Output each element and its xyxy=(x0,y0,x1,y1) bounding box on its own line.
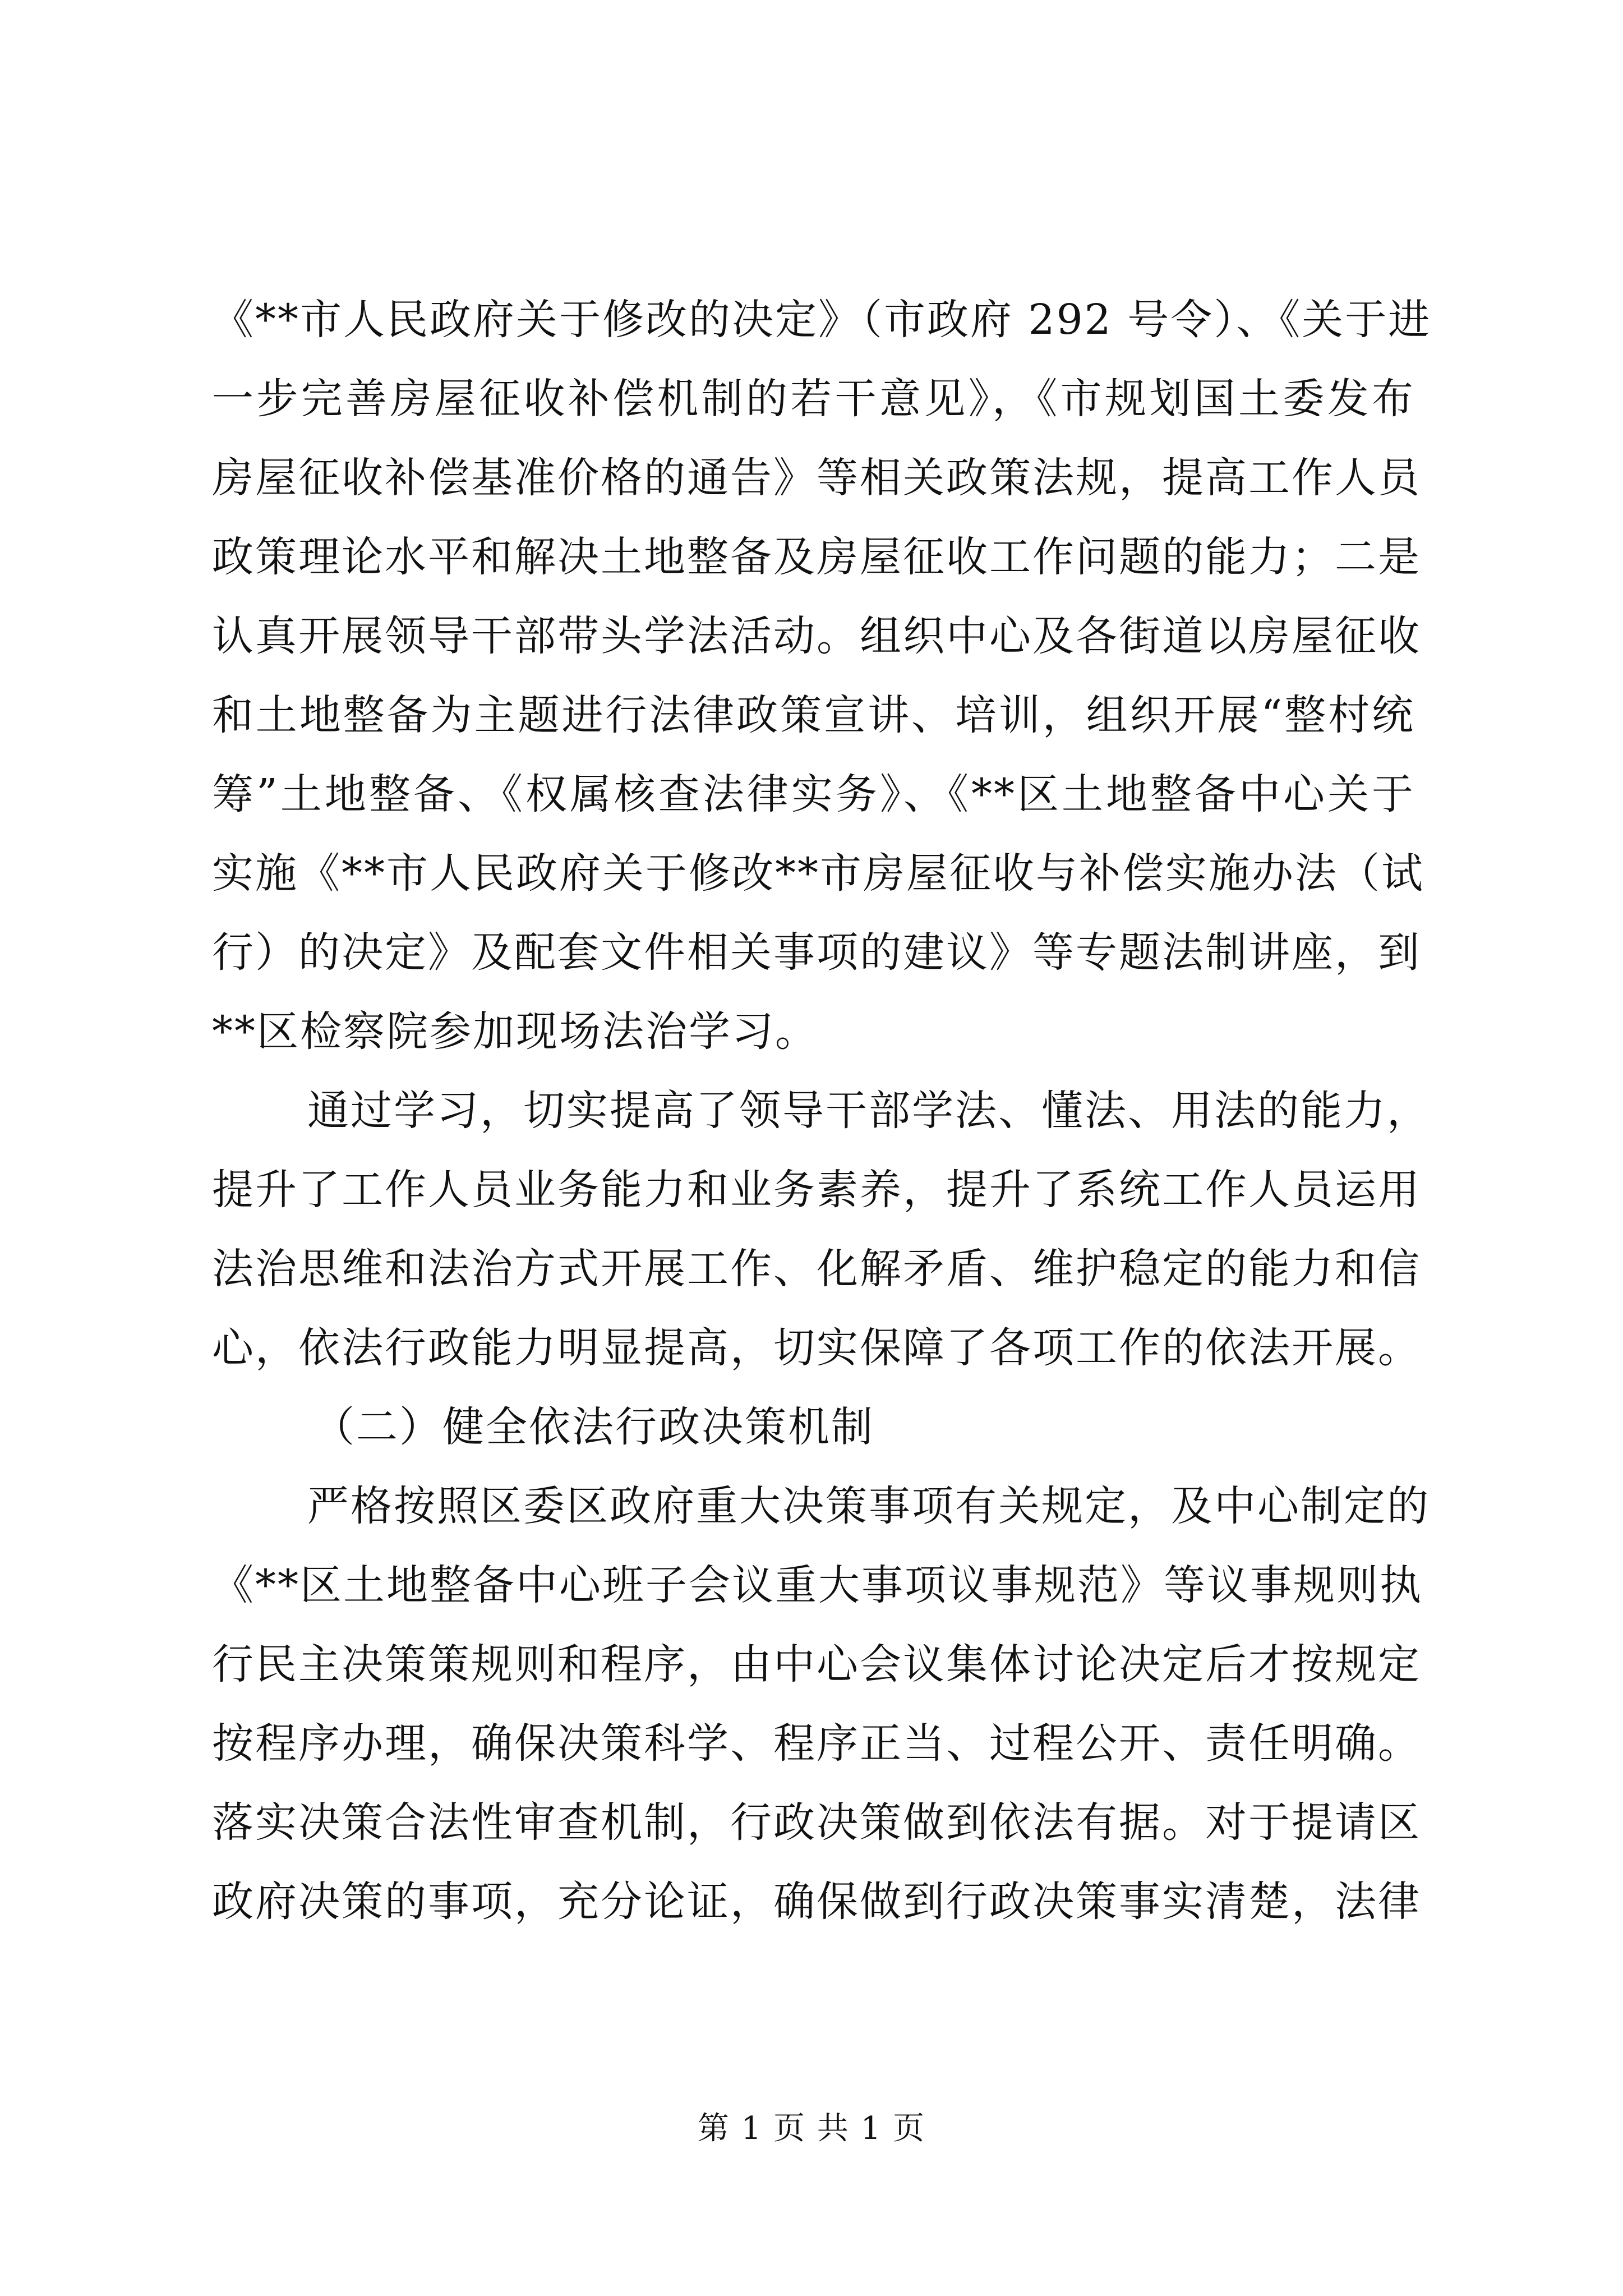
section-heading: （二）健全依法行政决策机制 xyxy=(313,1403,874,1451)
text-line: 心，依法行政能力明显提高，切实保障了各项工作的依法开展。 xyxy=(212,1324,1421,1372)
text-line: 筹”土地整备、《权属核查法律实务》、《**区土地整备中心关于 xyxy=(212,770,1415,818)
page-number-footer: 第 1 页 共 1 页 xyxy=(697,2110,926,2147)
document-body xyxy=(212,280,1432,1941)
text-line: 政府决策的事项，充分论证，确保做到行政决策事实清楚，法律 xyxy=(212,1878,1421,1926)
text-line: 按程序办理，确保决策科学、程序正当、过程公开、责任明确。 xyxy=(212,1719,1421,1768)
paragraph-first-line: 通过学习，切实提高了领导干部学法、懂法、用法的能力， xyxy=(307,1087,1430,1135)
text-line: 认真开展领导干部带头学法活动。组织中心及各街道以房屋征收 xyxy=(212,612,1421,660)
text-line: 提升了工作人员业务能力和业务素养，提升了系统工作人员运用 xyxy=(212,1166,1421,1214)
text-line: 《**市人民政府关于修改的决定》（市政府 292 号令）、《关于进 xyxy=(212,296,1432,344)
text-line: 房屋征收补偿基准价格的通告》等相关政策法规，提高工作人员 xyxy=(212,454,1421,502)
text-line: 一步完善房屋征收补偿机制的若干意见》，《市规划国土委发布 xyxy=(212,375,1415,423)
text-line: 和土地整备为主题进行法律政策宣讲、培训，组织开展“整村统 xyxy=(212,691,1415,739)
text-line: **区检察院参加现场法治学习。 xyxy=(212,1007,818,1056)
text-line: 落实决策合法性审查机制，行政决策做到依法有据。对于提请区 xyxy=(212,1798,1421,1847)
text-line: 实施《**市人民政府关于修改**市房屋征收与补偿实施办法（试 xyxy=(212,849,1424,898)
text-line: 行民主决策策规则和程序，由中心会议集体讨论决定后才按规定 xyxy=(212,1640,1421,1688)
text-line: 政策理论水平和解决土地整备及房屋征收工作问题的能力；二是 xyxy=(212,533,1421,581)
text-line: 《**区土地整备中心班子会议重大事项议事规范》等议事规则执 xyxy=(212,1561,1423,1609)
paragraph-first-line: 严格按照区委区政府重大决策事项有关规定，及中心制定的 xyxy=(307,1482,1430,1530)
text-line: 法治思维和法治方式开展工作、化解矛盾、维护稳定的能力和信 xyxy=(212,1245,1421,1293)
text-line: 行）的决定》及配套文件相关事项的建议》等专题法制讲座，到 xyxy=(212,928,1421,977)
